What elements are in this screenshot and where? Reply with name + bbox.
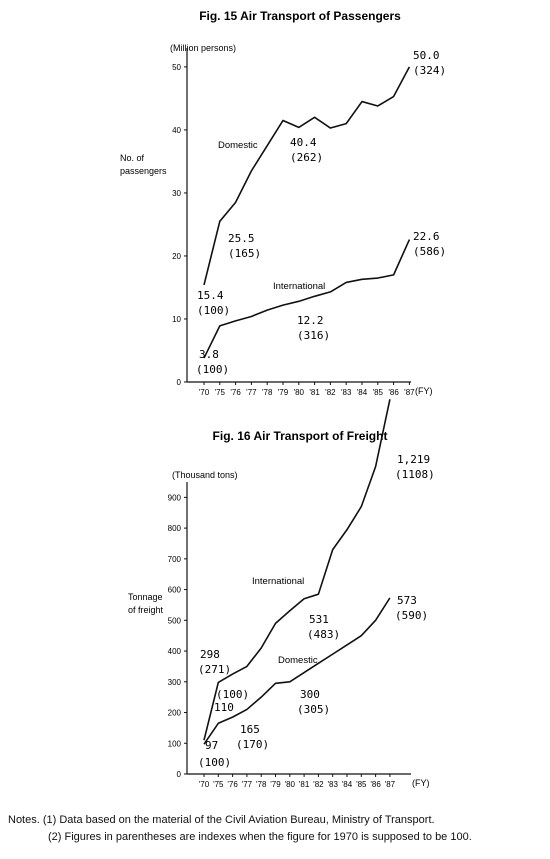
data-label-index: (100) [197,304,231,317]
y-tick-label: 10 [172,314,181,324]
data-label-index: (1108) [395,468,435,481]
y-ticks [172,63,187,387]
data-labels [196,49,446,376]
data-label-index: (170) [236,738,270,751]
data-label: 3.8 [199,348,219,361]
note-1: Notes. (1) Data based on the material of the Civil Aviation Bureau, Ministry of Transport. [8,814,435,826]
note-2: (2) Figures in parentheses are indexes when the figure for 1970 is supposed to be 100. [48,831,472,843]
y-tick-label: 600 [167,585,181,595]
x-tick-label: '86 [388,388,399,397]
x-tick-label: '77 [246,388,257,397]
series-label-domestic: Domestic [218,140,258,151]
chart-title: Fig. 15 Air Transport of Passengers [199,9,401,23]
y-tick-label: 500 [167,616,181,626]
x-tick-label: '75 [214,388,226,397]
y-tick-label: 900 [167,493,181,503]
x-tick-label: '85 [356,780,367,789]
x-tick-label: '70 [198,388,210,397]
data-label: 165 [240,723,260,736]
data-label-index: (271) [198,663,232,676]
x-tick-label: '87 [404,388,415,397]
y-tick-label: 30 [172,188,181,198]
x-ticks [199,774,396,789]
y-axis-label-line2: of freight [128,605,164,615]
data-label: 40.4 [290,136,317,149]
unit-label: (Million persons) [170,43,237,53]
x-tick-label: '79 [277,388,289,397]
y-tick-label: 40 [172,125,181,135]
x-ticks [199,382,415,397]
y-axis-label-line1: No. of [120,153,145,163]
x-tick-label: '70 [198,780,210,789]
data-label: 1,219 [397,453,431,466]
unit-label: (Thousand tons) [172,470,238,480]
data-label: 531 [309,613,329,626]
data-label-index: (262) [290,151,324,164]
data-label-index: (590) [395,609,429,622]
data-label: 300 [300,688,320,701]
data-label-index: (165) [228,247,262,260]
data-labels [198,453,435,769]
x-tick-label: '82 [313,780,324,789]
x-tick-label: '78 [255,780,267,789]
data-label-index: (316) [297,329,331,342]
x-tick-label: '80 [293,388,305,397]
y-tick-label: 20 [172,251,181,261]
passengers-chart [120,9,446,397]
x-tick-label: '81 [309,388,320,397]
data-label: 25.5 [228,232,255,245]
data-label-index: (483) [307,628,341,641]
freight-chart [128,399,435,789]
data-label-index: (305) [297,703,331,716]
data-label: 12.2 [297,314,324,327]
x-tick-label: '75 [213,780,224,789]
y-tick-label: 0 [176,378,181,387]
data-label-index: (100) [196,363,230,376]
y-tick-label: 400 [167,647,181,657]
x-tick-label: '77 [241,780,253,789]
y-tick-label: 200 [167,708,181,718]
x-tick-label: '81 [298,780,310,789]
x-tick-label: '84 [341,780,353,789]
data-label: 22.6 [413,230,440,243]
data-label: 298 [200,648,220,661]
data-label: 97 [205,739,219,752]
series-line-domestic [204,598,390,744]
y-ticks [168,493,187,779]
x-tick-label: '84 [356,388,368,397]
data-label: 50.0 [413,49,440,62]
x-tick-label: '78 [261,388,273,397]
y-tick-label: 50 [172,62,181,72]
data-label-index: (100) [216,688,250,701]
x-tick-label: '76 [230,388,241,397]
y-tick-label: 700 [167,554,181,564]
data-label-index: (324) [413,64,447,77]
data-label: 573 [397,594,417,607]
data-label: 110 [214,701,234,714]
chart-title: Fig. 16 Air Transport of Freight [212,429,388,443]
data-label-index: (586) [413,245,447,258]
series-label-international: International [252,576,305,587]
x-tick-label: '83 [327,780,338,789]
y-tick-label: 0 [176,770,181,779]
data-label: 15.4 [197,289,224,302]
data-label-index: (100) [198,756,232,769]
y-tick-label: 300 [167,677,181,687]
x-axis-unit: (FY) [415,386,433,396]
notes [8,812,548,846]
series-label-domestic: Domestic [278,655,318,666]
series-label-international: International [273,281,326,292]
y-axis-label-line1: Tonnage [128,592,163,602]
y-tick-label: 100 [167,739,181,749]
x-axis-unit: (FY) [412,778,430,788]
y-axis-label-line2: passengers [120,166,167,176]
x-tick-label: '83 [340,388,352,397]
x-tick-label: '86 [370,780,381,789]
x-tick-label: '85 [372,388,384,397]
x-tick-label: '79 [270,780,281,789]
x-tick-label: '80 [284,780,296,789]
x-tick-label: '87 [384,780,396,789]
x-tick-label: '82 [325,388,336,397]
y-tick-label: 800 [167,524,181,534]
x-tick-label: '76 [227,780,238,789]
